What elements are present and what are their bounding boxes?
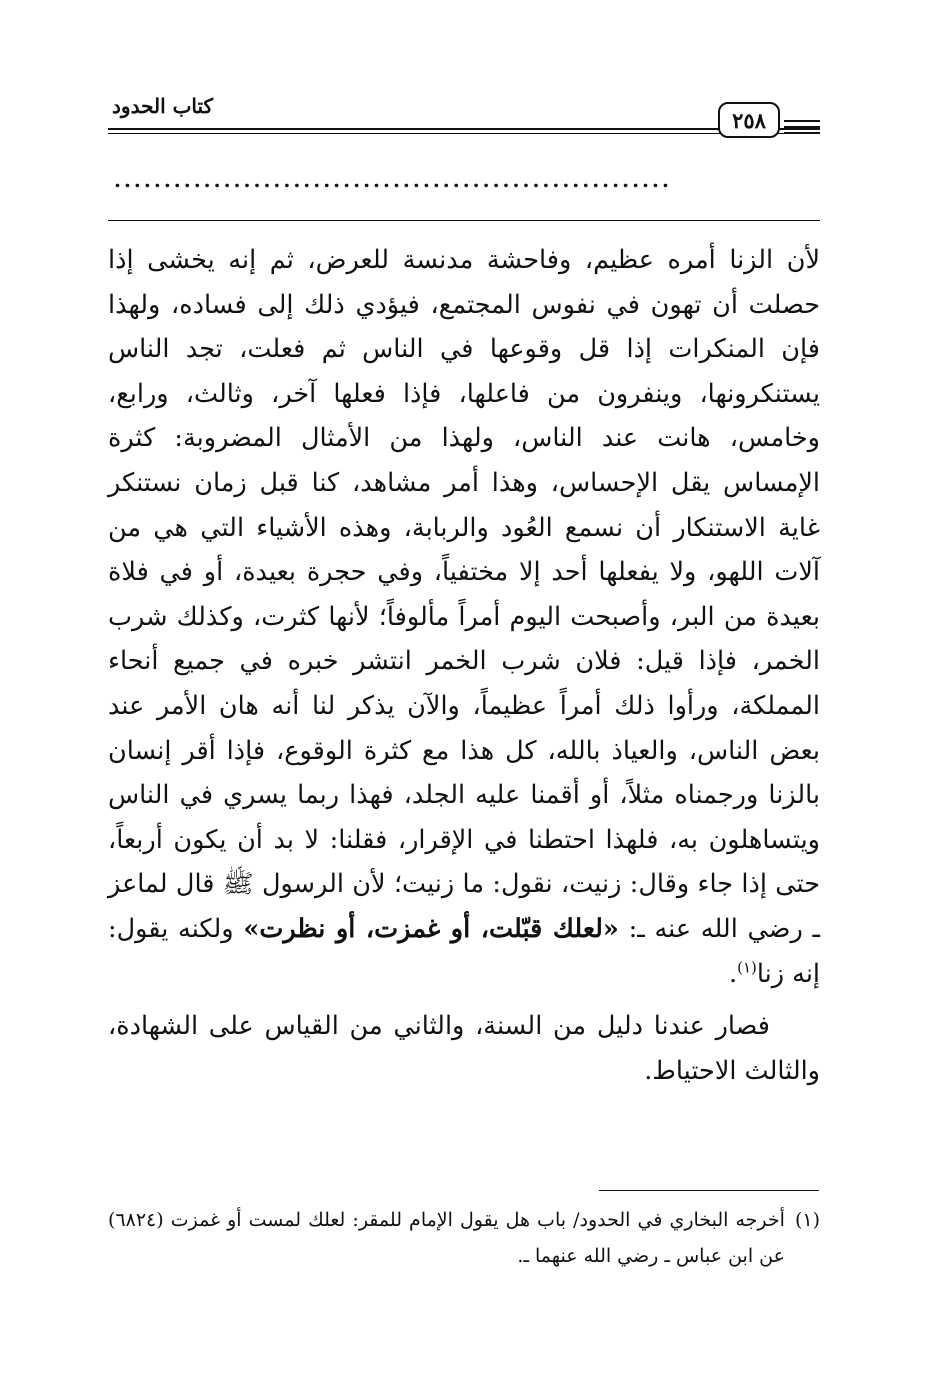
header-rule-thin <box>108 133 820 134</box>
continuation-dots: ........................................................ <box>114 168 672 192</box>
paragraph-1 <box>108 238 820 996</box>
footnote-1 <box>108 1202 820 1274</box>
page-header <box>108 88 820 146</box>
header-ornament-line <box>784 126 820 128</box>
footnote-text: أخرجه البخاري في الحدود/ باب هل يقول الإمام للمقر: لعلك لمست أو غمزت (٦٨٢٤) عن ابن عباس ـ رضي الله عنهما ـ. <box>108 1209 785 1267</box>
footnote-number: (١) <box>794 1209 820 1231</box>
paragraph-1-continuation: ولكنه يقول: إنه زنا <box>108 913 820 989</box>
section-divider <box>108 220 820 221</box>
main-text <box>108 238 820 1093</box>
paragraph-2: فصار عندنا دليل من السنة، والثاني من القياس على الشهادة، والثالث الاحتياط. <box>108 1011 820 1086</box>
page-number: ٢٥٨ <box>718 102 780 138</box>
header-ornament-line <box>784 120 820 122</box>
footnote-reference[interactable]: (١) <box>737 958 757 976</box>
footnote-divider <box>599 1190 819 1191</box>
header-ornament-line <box>784 132 820 134</box>
hadith-quote: «لعلك قبّلت، أو غمزت، أو نظرت» <box>243 913 619 944</box>
paragraph-1-text: لأن الزنا أمره عظيم، وفاحشة مدنسة للعرض، ثم إنه يخشى إذا حصلت أن تهون في نفوس المجتمع، فيؤدي ذلك إلى فساده، ولهذا فإن المنكرات إذا قل وقوعها في الناس ثم فعلت، تجد الناس يستنكرونها، وينفرون من فاعلها، فإذا فعلها آخر، وثالث، ورابع، وخامس، هانت عند الناس، ولهذا من الأمثال المضروبة: كثرة الإمساس يقل الإحساس، وهذا أمر مشاهد، كنا قبل زمان نستنكر غاية الاستنكار أن نسمع العُود والربابة، وهذه الأشياء التي هي من آلات اللهو، ولا يفعلها أحد إلا مختفياً، وفي حجرة بعيدة، أو في فلاة بعيدة من البر، وأصبحت اليوم أمراً مألوفاً؛ لأنها كثرت، وكذلك شرب الخمر، فإذا قيل: فلان شرب الخمر انتشر خبره في جميع أنحاء المملكة، ورأوا ذلك أمراً عظيماً، والآن يذكر لنا أنه هان الأمر عند بعض الناس، والعياذ بالله، كل هذا مع كثرة الوقوع، فإذا أقر إنسان بالزنا ورجمناه مثلاً، أو أقمنا عليه الجلد، فهذا ربما يسري في الناس ويتساهلون به، فلهذا احتطنا في الإقرار، فقلنا: لا بد أن يكون أربعاً، حتى إذا جاء وقال: زنيت، نقول: ما زنيت؛ لأن الرسول ﷺ قال لماعز ـ رضي الله عنه ـ: <box>108 245 821 944</box>
paragraph-1-end: . <box>728 958 738 989</box>
header-rule <box>108 128 820 130</box>
running-title: كتاب الحدود <box>108 94 217 118</box>
